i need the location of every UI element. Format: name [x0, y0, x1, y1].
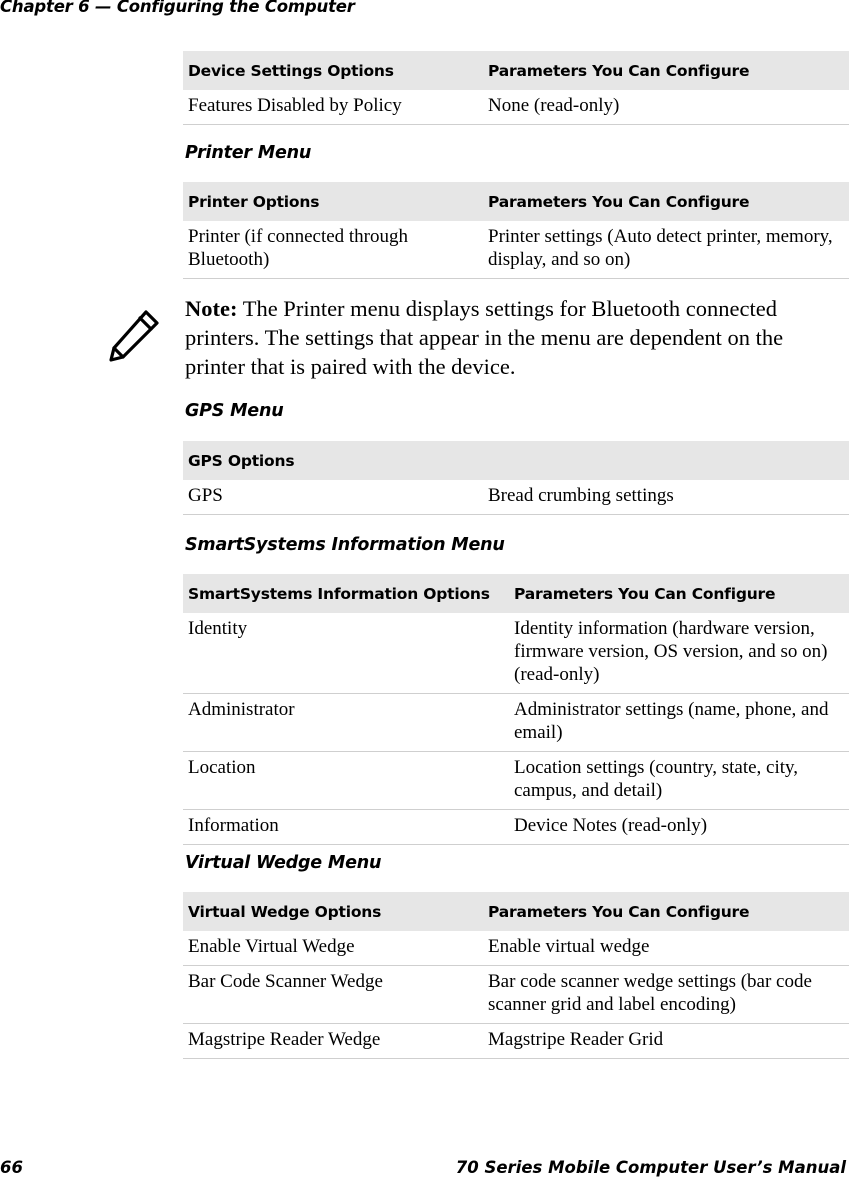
table-header-row [183, 892, 849, 931]
table-row [183, 480, 849, 515]
table-header-row [183, 441, 849, 480]
gps-menu-heading: GPS Menu [185, 401, 284, 421]
column-header: Parameters You Can Configure [483, 51, 849, 90]
option-cell: GPS [183, 480, 483, 515]
parameter-cell: Magstripe Reader Grid [483, 1024, 849, 1059]
virtual-wedge-options-table [183, 892, 849, 1059]
table-row [183, 810, 849, 845]
note-label: Note: [185, 296, 238, 321]
option-cell: Information [183, 810, 509, 845]
parameter-cell: Bar code scanner wedge settings (bar code scanner grid and label encoding) [483, 966, 849, 1024]
manual-title: 70 Series Mobile Computer User’s Manual [455, 1158, 846, 1177]
table-row [183, 90, 849, 125]
table-header-row [183, 182, 849, 221]
option-cell: Printer (if connected through Bluetooth) [183, 221, 483, 279]
table-row [183, 221, 849, 279]
table-header-row [183, 51, 849, 90]
table-row [183, 752, 849, 810]
column-header: Parameters You Can Configure [483, 182, 849, 221]
table-row [183, 694, 849, 752]
pencil-icon [106, 306, 162, 364]
page-number: 66 [0, 1158, 23, 1177]
parameter-cell: Printer settings (Auto detect printer, memory, display, and so on) [483, 221, 849, 279]
note-text [185, 294, 845, 381]
parameter-cell: Bread crumbing settings [483, 480, 849, 515]
option-cell: Location [183, 752, 509, 810]
table-row [183, 931, 849, 966]
smartsystems-options-table [183, 574, 849, 845]
table-row [183, 966, 849, 1024]
device-settings-table [183, 51, 849, 125]
option-cell: Bar Code Scanner Wedge [183, 966, 483, 1024]
parameter-cell: Device Notes (read-only) [509, 810, 849, 845]
table-row [183, 1024, 849, 1059]
page-header: Chapter 6 — Configuring the Computer [0, 0, 355, 16]
parameter-cell: Identity information (hardware version, firmware version, OS version, and so on) (read-only) [509, 613, 849, 694]
gps-options-table [183, 441, 849, 515]
column-header: Device Settings Options [183, 51, 483, 90]
column-header: Printer Options [183, 182, 483, 221]
parameter-cell: None (read-only) [483, 90, 849, 125]
column-header [483, 441, 849, 480]
column-header: Parameters You Can Configure [483, 892, 849, 931]
column-header: Virtual Wedge Options [183, 892, 483, 931]
printer-options-table [183, 182, 849, 279]
column-header: SmartSystems Information Options [183, 574, 509, 613]
parameter-cell: Location settings (country, state, city, campus, and detail) [509, 752, 849, 810]
option-cell: Enable Virtual Wedge [183, 931, 483, 966]
option-cell: Magstripe Reader Wedge [183, 1024, 483, 1059]
table-header-row [183, 574, 849, 613]
parameter-cell: Enable virtual wedge [483, 931, 849, 966]
table-row [183, 613, 849, 694]
option-cell: Identity [183, 613, 509, 694]
column-header: GPS Options [183, 441, 483, 480]
option-cell: Features Disabled by Policy [183, 90, 483, 125]
parameter-cell: Administrator settings (name, phone, and email) [509, 694, 849, 752]
smartsystems-menu-heading: SmartSystems Information Menu [185, 535, 505, 555]
column-header: Parameters You Can Configure [509, 574, 849, 613]
virtual-wedge-menu-heading: Virtual Wedge Menu [185, 853, 382, 873]
note-body: The Printer menu displays settings for Bluetooth connected printers. The settings that appear in the menu are dependent on the printer that is paired with the device. [185, 296, 784, 379]
printer-menu-heading: Printer Menu [185, 143, 312, 163]
option-cell: Administrator [183, 694, 509, 752]
